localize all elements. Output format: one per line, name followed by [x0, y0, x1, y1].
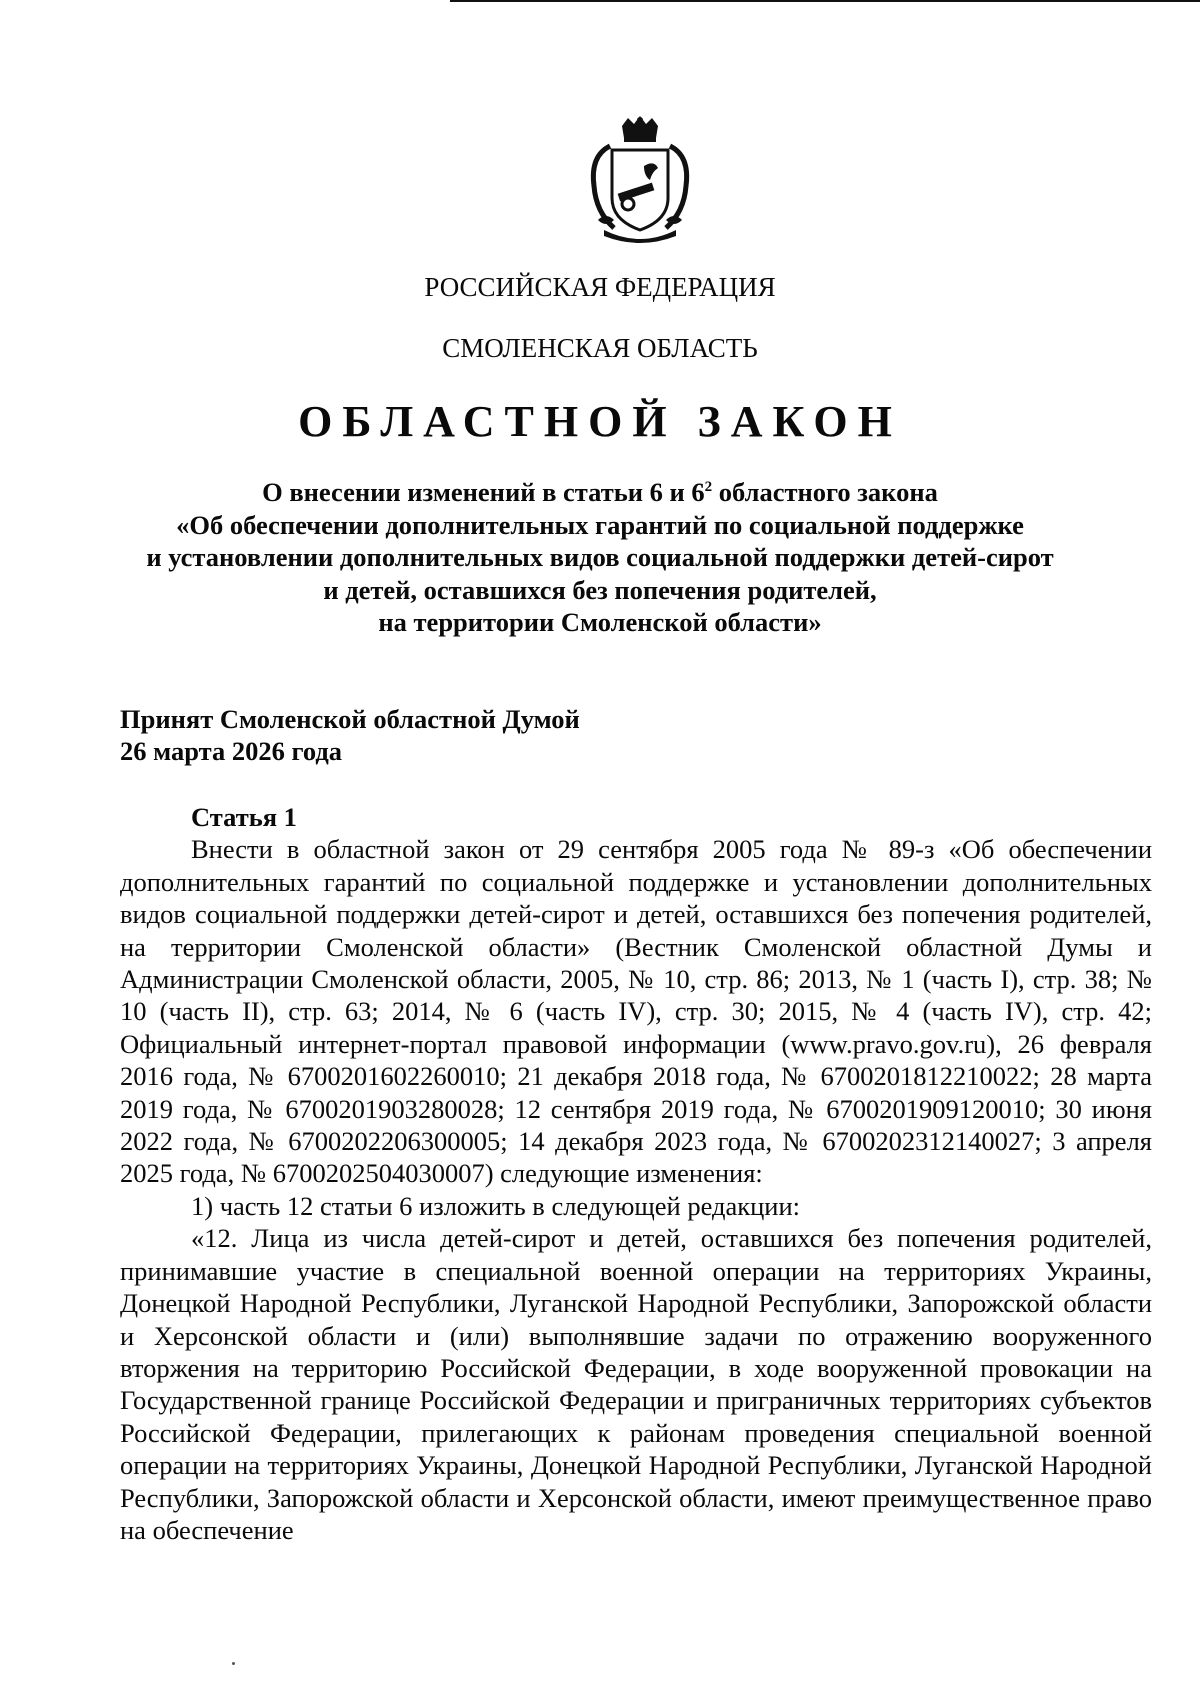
title-line-2: «Об обеспечении дополнительных гарантий по социальной поддержке — [176, 509, 1024, 540]
adopted-date: 26 марта 2026 года — [120, 736, 342, 766]
title-line-5: на территории Смоленской области» — [378, 607, 822, 637]
article-intro-paragraph: Внести в областной закон от 29 сентября 2005 года № 89-з «Об обеспечении дополнительных гарантий по социальной поддержке и установлении дополнительных видов социальной поддержки детей-сирот и детей, оставшихся без попечения родителей, на территории Смоленской области» (Вестник Смоленской областной Думы и Администрации Смоленской области, 2005, № 10, стр. 86; 2013, № 1 (часть I), стр. 38; № 10 (часть II), стр. 63; 2014, № 6 (часть IV), стр. 30; 2015, № 4 (часть IV), стр. 42; Официальный интернет-портал правовой информации (www.pravo.gov.ru), 26 февраля 2016 года, № 6700201602260010; 21 декабря 2018 года, № 6700201812210022; 28 марта 2019 года, № 6700201903280028; 12 сентября 2019 года, № 6700201909120010; 30 июня 2022 года, № 6700202206300005; 14 декабря 2023 года, № 6700202312140027; 3 апреля 2025 года, № 6700202504030007) следующие изменения: — [120, 834, 1152, 1189]
adopted-by: Принят Смоленской областной Думой — [120, 704, 580, 734]
article-quote-paragraph: «12. Лица из числа детей-сирот и детей, оставшихся без попечения родителей, принимавшие участие в специальной военной операции на территориях Украины, Донецкой Народной Республики, Луганской Народной Республики, Запорожской области и Херсонской области и (или) выполнявшие задачи по отражению вооруженного вторжения на территорию Российской Федерации, в ходе вооруженной провокации на Государственной границе Российской Федерации и приграничных территориях субъектов Российской Федерации, прилегающих к районам проведения специальной военной операции на территориях Украины, Донецкой Народной Республики, Луганской Народной Республики, Запорожской области и Херсонской области, имеют преимущественное право на обеспечение — [120, 1223, 1152, 1545]
scan-edge-line — [450, 0, 1200, 2]
country-name: РОССИЙСКАЯ ФЕДЕРАЦИЯ — [424, 272, 776, 302]
title-line-1: О внесении изменений в статьи 6 и $6^2$ областного закона — [262, 477, 938, 507]
scan-speck — [232, 1662, 235, 1665]
law-title — [0, 476, 1200, 639]
title-line-4: и детей, оставшихся без попечения родителей, — [323, 574, 877, 605]
adoption-note — [120, 703, 580, 767]
region-name: СМОЛЕНСКАЯ ОБЛАСТЬ — [442, 333, 758, 363]
article-body — [120, 801, 1152, 1546]
document-type: ОБЛАСТНОЙ ЗАКОН — [298, 397, 902, 446]
article-heading: Статья 1 — [191, 802, 297, 832]
article-item-1: 1) часть 12 статьи 6 изложить в следующей редакции: — [191, 1190, 801, 1221]
title-line-3: и установлении дополнительных видов социальной поддержки детей-сирот — [146, 542, 1054, 572]
coat-of-arms-icon — [584, 116, 696, 250]
